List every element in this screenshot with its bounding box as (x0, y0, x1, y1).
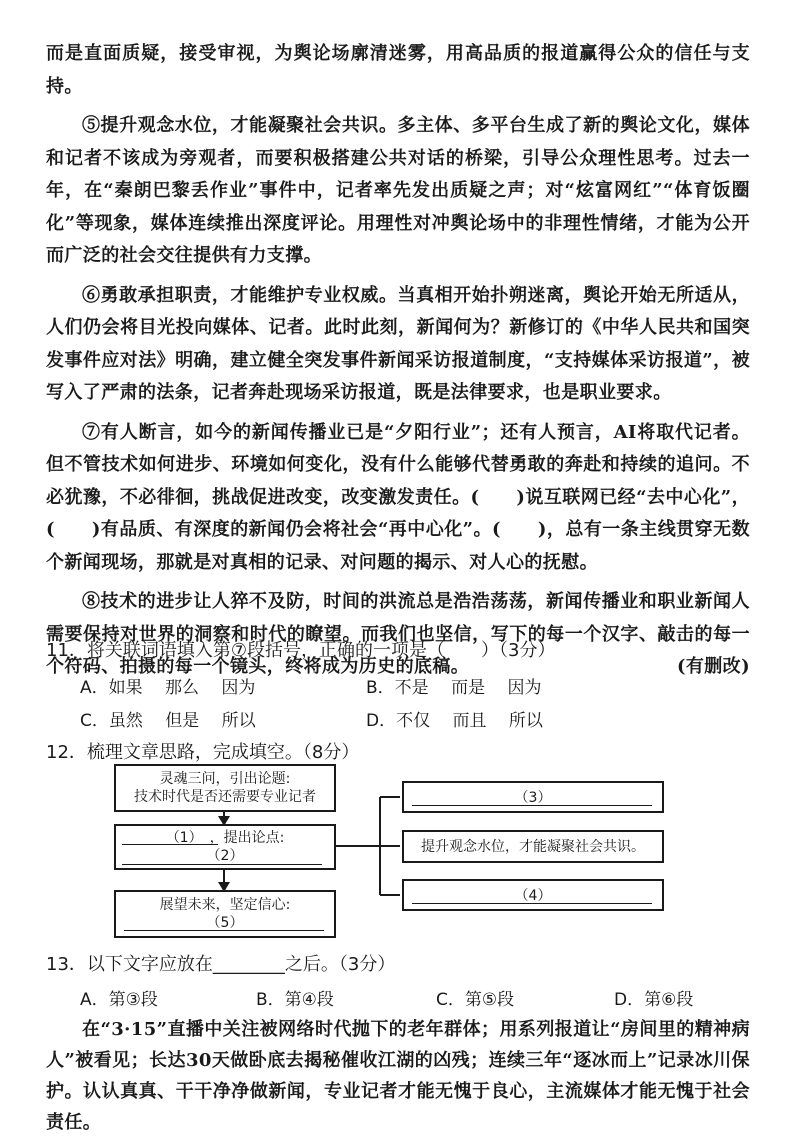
q13-option-d[interactable]: D．第⑥段 (614, 990, 694, 1010)
q11-option-c[interactable]: C．虽然 但是 所以 (80, 711, 256, 731)
source-note: (有删改) (676, 656, 750, 677)
blank-5-line[interactable] (124, 930, 324, 931)
blank-5-label: （5） (206, 915, 244, 931)
q13-option-b[interactable]: B．第④段 (256, 990, 334, 1010)
question-11-stem: 11．将关联词语填入第⑦段括号，正确的一项是（ ）（3分） (46, 640, 556, 661)
q13-option-c[interactable]: C．第⑤段 (436, 990, 515, 1010)
question-12-stem: 12．梳理文章思路，完成填空。（8分） (46, 742, 360, 763)
blank-1-label: （1） ，提出论点: (165, 830, 285, 846)
passage-paragraph-8-text: ⑧技术的进步让人猝不及防，时间的洪流总是浩浩荡荡，新闻传播业和职业新闻人需要保持对世界的洞察和时代的瞭望。而我们也坚信，写下的每一个汉字、敲击的每一个符码、拍摄的每一个镜头，终将成为历史的底稿。 (46, 591, 750, 677)
flow-box-right-2 (402, 830, 664, 863)
flow-box-right-1 (402, 781, 664, 813)
blank-1-line[interactable] (122, 844, 218, 845)
blank-4-label: （4） (514, 888, 552, 904)
flow-box-topic-line1: 灵魂三问，引出论题: (159, 771, 291, 787)
q13-insert-paragraph: 在“3·15”直播中关注被网络时代抛下的老年群体；用系列报道让“房间里的精神病人”被看见；长达30天做卧底去揭秘催收江湖的凶残；连续三年“逐冰而上”记录冰川保护。认认真真、干干净净做新闻，专业记者才能无愧于良心，主流媒体才能无愧于社会责任。 (46, 1019, 750, 1133)
question-13-stem: 13．以下文字应放在________之后。（3分） (46, 954, 396, 975)
passage-intro-tail: 而是直面质疑，接受审视，为舆论场廓清迷雾，用高品质的报道赢得公众的信任与支持。 (46, 43, 750, 97)
blank-3-line[interactable] (412, 805, 652, 806)
q13-option-a[interactable]: A．第③段 (80, 990, 158, 1010)
blank-4-line[interactable] (412, 903, 652, 904)
q11-option-b[interactable]: B．不是 而是 因为 (366, 678, 542, 698)
passage-paragraph-5: ⑤提升观念水位，才能凝聚社会共识。多主体、多平台生成了新的舆论文化，媒体和记者不该成为旁观者，而要积极搭建公共对话的桥梁，引导公众理性思考。过去一年，在“秦朗巴黎丢作业”事件中，记者率先发出质疑之声；对“炫富网红”“体育饭圈化”等现象，媒体连续推出深度评论。用理性对冲舆论场中的非理性情绪，才能为公开而广泛的社会交往提供有力支撑。 (46, 115, 750, 266)
passage-paragraph-7: ⑦有人断言，如今的新闻传播业已是“夕阳行业”；还有人预言，AI将取代记者。但不管技术如何进步、环境如何变化，没有什么能够代替勇敢的奔赴和持续的追问。不必犹豫，不必徘徊，挑战促进改变，改变激发责任。( )说互联网已经“去中心化”，( )有品质、有深度的新闻仍会将社会“再中心化”。( )，总有一条主线贯穿无数个新闻现场，那就是对真相的记录、对问题的揭示、对人心的抚慰。 (46, 421, 750, 573)
flow-box-right-3 (402, 879, 664, 911)
passage-paragraph-6: ⑥勇敢承担职责，才能维护专业权威。当真相开始扑朔迷离，舆论开始无所适从，人们仍会将目光投向媒体、记者。此时此刻，新闻何为？新修订的《中华人民共和国突发事件应对法》明确，建立健全突发事件新闻采访报道制度，“支持媒体采访报道”，被写入了严肃的法条，记者奔赴现场采访报道，既是法律要求，也是职业要求。 (46, 284, 750, 403)
flow-box-outlook-line1: 展望未来，坚定信心: (159, 897, 291, 913)
q13-insert-text (46, 1014, 750, 1138)
flow-box-topic (114, 764, 336, 812)
blank-3-label: （3） (514, 790, 552, 806)
blank-2-line[interactable] (122, 864, 322, 865)
q11-option-d[interactable]: D．不仅 而且 所以 (366, 711, 543, 731)
blank-2-label: （2） (206, 848, 244, 864)
q11-option-a[interactable]: A．如果 那么 因为 (80, 678, 256, 698)
flow-box-right-2-text: 提升观念水位，才能凝聚社会共识。 (421, 839, 645, 855)
flow-box-topic-line2: 技术时代是否还需要专业记者 (134, 789, 316, 805)
